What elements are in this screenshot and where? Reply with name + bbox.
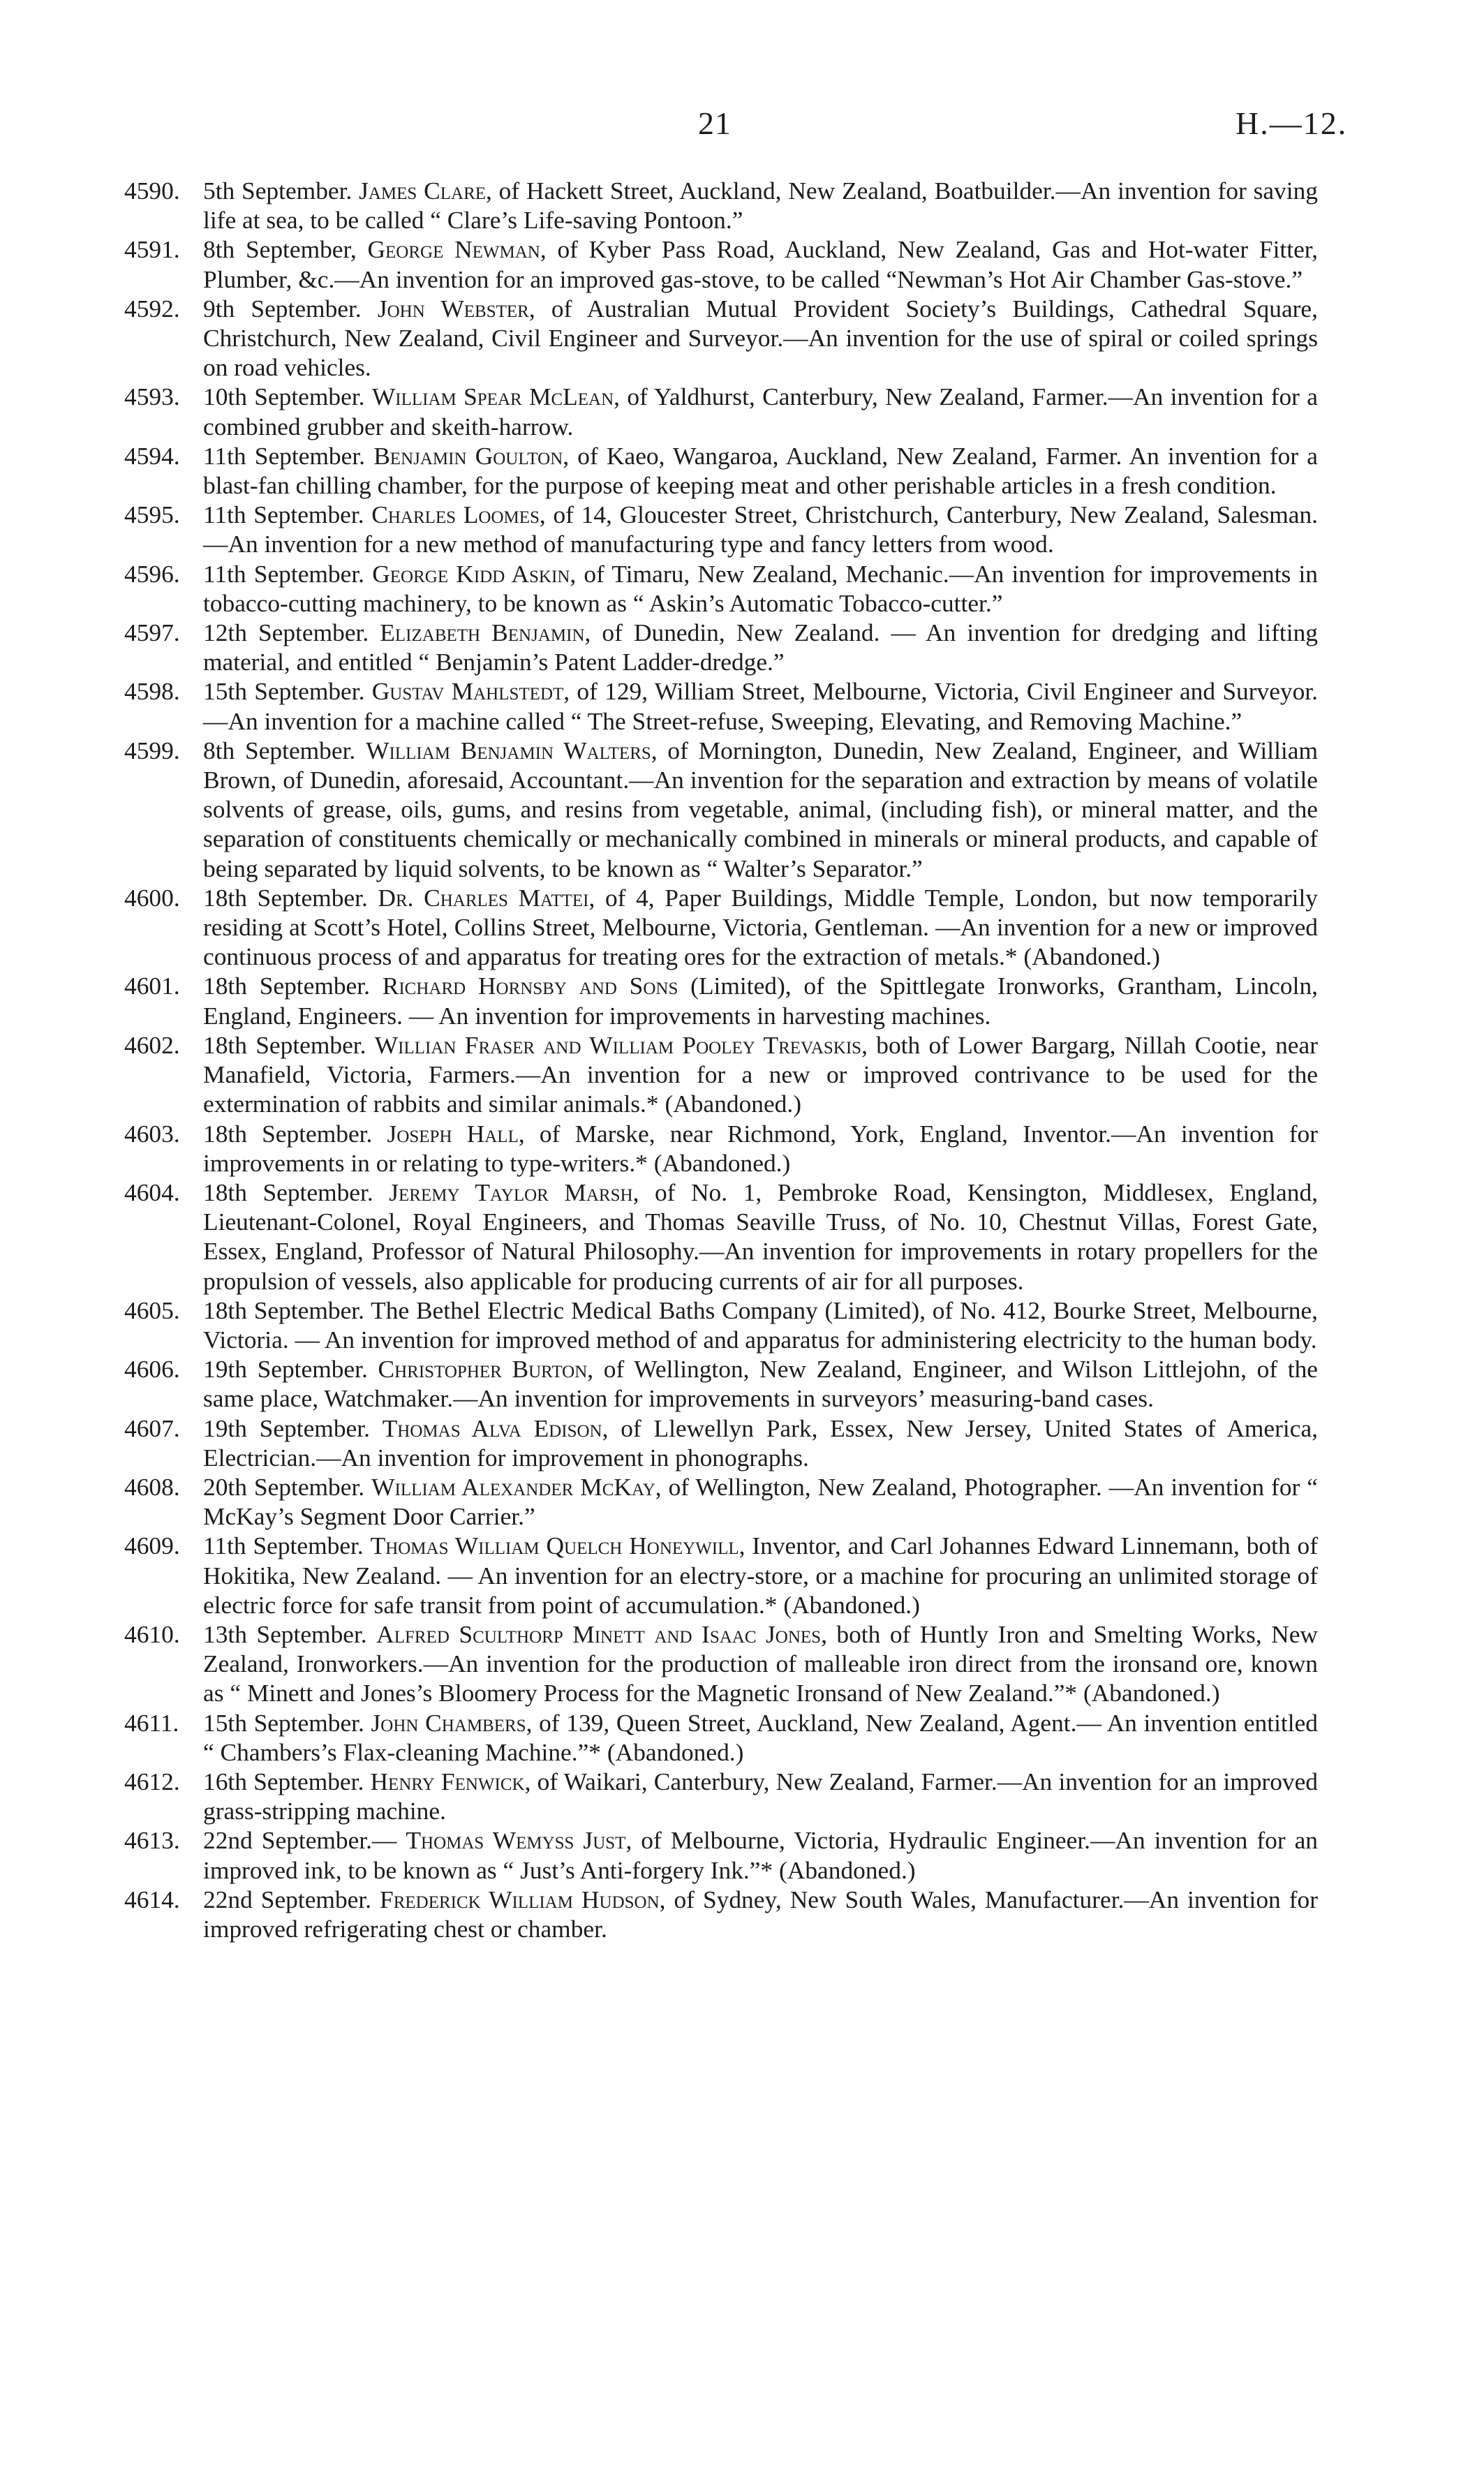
entry-description: , of Australian Mutual Provident Society’s Buildings, Cathedral Square, Christchurch, New Zealand, Civil Engineer and Surveyor.—An invention for the use of spiral or coiled springs on road vehicles. bbox=[203, 294, 1318, 382]
entry-description: , of Kyber Pass Road, Auckland, New Zealand, Gas and Hot-water Fitter, Plumber, &c.—An invention for an improved gas-stove, to be called “Newman’s Hot Air Chamber Gas-stove.” bbox=[203, 235, 1318, 293]
entry-body bbox=[203, 676, 1318, 735]
entry-body bbox=[203, 1825, 1318, 1884]
entry-description: , of Mornington, Dunedin, New Zealand, Engineer, and William Brown, of Dunedin, aforesaid, Accountant.—An invention for the separation and extraction by means of volatile solvents of grease, oils, gums, and resins from vegetable, animal, (including fish), or mineral matter, and the separation of constituents chemically or mechanically combined in minerals or mineral products, and capable of being separated by liquid solvents, to be known as “ Walter’s Separator.” bbox=[203, 736, 1318, 882]
entry-body bbox=[203, 1531, 1318, 1620]
patent-entry-list bbox=[124, 176, 1318, 1943]
entry-applicant: Alfred Sculthorp Minett and Isaac Jones bbox=[376, 1620, 822, 1648]
entry-applicant: Charles Loomes bbox=[371, 501, 540, 529]
entry-number: 4603. bbox=[124, 1119, 180, 1148]
patent-entry bbox=[124, 1825, 1318, 1884]
entry-date: 11th September. bbox=[203, 1532, 371, 1560]
entry-description: , of Sydney, New South Wales, Manufacturer.—An invention for improved refrigerating chest or chamber. bbox=[203, 1885, 1318, 1943]
entry-body bbox=[203, 176, 1318, 235]
entry-date: 19th September. bbox=[203, 1414, 383, 1442]
entry-number: 4609. bbox=[124, 1532, 180, 1560]
entry-date: 18th September. bbox=[203, 1178, 389, 1206]
entry-applicant: Gustav Mahlstedt bbox=[371, 677, 564, 706]
entry-applicant: Frederick William Hudson bbox=[380, 1885, 660, 1913]
entry-date: 9th September. bbox=[203, 294, 378, 323]
entry-number: 4606. bbox=[124, 1355, 180, 1384]
entry-body bbox=[203, 883, 1318, 972]
entry-date: 8th September, bbox=[203, 235, 368, 264]
entry-description: , of Wellington, New Zealand, Photographer. —An invention for “ McKay’s Segment Door Carrier.” bbox=[203, 1472, 1318, 1531]
entry-date: 18th September. bbox=[203, 1030, 375, 1059]
entry-description: , of Marske, near Richmond, York, England, Inventor.—An invention for improvements in or relating to type-writers.* (Abandoned.) bbox=[203, 1119, 1318, 1177]
patent-entry bbox=[124, 382, 1318, 440]
entry-applicant: Richard Hornsby and Sons bbox=[382, 972, 678, 1000]
entry-body bbox=[203, 736, 1318, 883]
entry-date: 22nd September.— bbox=[203, 1826, 406, 1855]
entry-description: , of Llewellyn Park, Essex, New Jersey, United States of America, Electrician.—An invention for improvement in phonographs. bbox=[203, 1414, 1319, 1472]
entry-number: 4597. bbox=[124, 618, 180, 647]
entry-date: 15th September. bbox=[203, 677, 372, 706]
entry-body bbox=[203, 1885, 1318, 1943]
patent-entry bbox=[124, 883, 1318, 972]
entry-number: 4592. bbox=[124, 294, 180, 323]
entry-number: 4593. bbox=[124, 383, 180, 411]
entry-body bbox=[203, 1178, 1318, 1296]
entry-number: 4611. bbox=[124, 1708, 179, 1737]
entry-date: 19th September. bbox=[203, 1355, 378, 1384]
entry-body bbox=[203, 294, 1318, 383]
entry-number: 4608. bbox=[124, 1472, 180, 1501]
entry-number: 4604. bbox=[124, 1178, 180, 1206]
patent-entry bbox=[124, 1472, 1318, 1531]
entry-description: , of Wellington, New Zealand, Engineer, and Wilson Littlejohn, of the same place, Watchmaker.—An invention for improvements in surveyors’ measuring-band cases. bbox=[203, 1355, 1318, 1413]
entry-date: 15th September. bbox=[203, 1708, 371, 1737]
entry-description: The Bethel Electric Medical Baths Company (Limited), of No. 412, Bourke Street, Melbourne, Victoria. — An invention for improved method of and apparatus for administering electricity to the human body. bbox=[203, 1296, 1319, 1354]
entry-applicant: Thomas William Quelch Honeywill bbox=[370, 1532, 739, 1560]
entry-body bbox=[203, 971, 1318, 1030]
entry-description: , of Melbourne, Victoria, Hydraulic Engineer.—An invention for an improved ink, to be known as “ Just’s Anti-forgery Ink.”* (Abandoned.) bbox=[203, 1826, 1318, 1884]
entry-description: , Inventor, and Carl Johannes Edward Linnemann, both of Hokitika, New Zealand. — An invention for an electry-store, or a machine for procuring an unlimited storage of electric force for safe transit from point of accumulation.* (Abandoned.) bbox=[203, 1532, 1318, 1619]
patent-entry bbox=[124, 618, 1318, 676]
entry-number: 4612. bbox=[124, 1767, 180, 1795]
patent-entry bbox=[124, 235, 1318, 293]
entry-date: 13th September. bbox=[203, 1620, 377, 1648]
patent-entry bbox=[124, 1767, 1318, 1825]
entry-number: 4602. bbox=[124, 1030, 180, 1059]
entry-applicant: John Chambers bbox=[371, 1708, 526, 1737]
patent-entry bbox=[124, 1296, 1318, 1354]
entry-applicant: Dr. Charles Mattei bbox=[378, 883, 589, 912]
patent-entry bbox=[124, 294, 1318, 383]
entry-description: , both of Huntly Iron and Smelting Works, New Zealand, Ironworkers.—An invention for the production of malleable iron direct from the ironsand ore, known as “ Minett and Jones’s Bloomery Process for the Magnetic Ironsand of New Zealand.”* (Abandoned.) bbox=[203, 1620, 1318, 1707]
entry-number: 4607. bbox=[124, 1414, 180, 1442]
entry-applicant: Benjamin Goulton bbox=[373, 441, 563, 470]
entry-body bbox=[203, 441, 1318, 500]
patent-entry bbox=[124, 676, 1318, 735]
entry-body bbox=[203, 1119, 1318, 1178]
entry-date: 18th September. bbox=[203, 972, 383, 1000]
entry-body bbox=[203, 1708, 1318, 1767]
patent-entry bbox=[124, 1178, 1318, 1296]
entry-body bbox=[203, 1296, 1318, 1354]
entry-number: 4596. bbox=[124, 559, 180, 588]
entry-number: 4590. bbox=[124, 177, 180, 205]
entry-applicant: Elizabeth Benjamin bbox=[380, 618, 585, 647]
entry-date: 18th September. bbox=[203, 883, 378, 912]
entry-applicant: George Kidd Askin bbox=[372, 559, 570, 588]
entry-body bbox=[203, 559, 1318, 618]
patent-entry bbox=[124, 1620, 1318, 1708]
entry-date: 11th September. bbox=[203, 559, 373, 588]
patent-entry bbox=[124, 441, 1318, 500]
entry-date: 18th September. bbox=[203, 1119, 387, 1148]
patent-entry bbox=[124, 1354, 1318, 1413]
patent-entry bbox=[124, 1885, 1318, 1943]
entry-number: 4610. bbox=[124, 1620, 180, 1648]
entry-applicant: Thomas Wemyss Just bbox=[406, 1826, 626, 1855]
patent-entry bbox=[124, 1708, 1318, 1767]
entry-date: 8th September. bbox=[203, 736, 366, 764]
entry-number: 4601. bbox=[124, 972, 180, 1000]
patent-entry bbox=[124, 736, 1318, 883]
entry-date: 10th September. bbox=[203, 383, 372, 411]
entry-description: (Limited), of the Spittlegate Ironworks, Grantham, Lincoln, England, Engineers. — An invention for improvements in harvesting machines. bbox=[203, 972, 1319, 1030]
entry-body bbox=[203, 1030, 1318, 1119]
entry-body bbox=[203, 500, 1318, 558]
entry-applicant: Thomas Alva Edison bbox=[382, 1414, 602, 1442]
entry-number: 4614. bbox=[124, 1885, 180, 1913]
entry-description: , of Timaru, New Zealand, Mechanic.—An invention for improvements in tobacco-cutting machinery, to be known as “ Askin’s Automatic Tobacco-cutter.” bbox=[203, 559, 1318, 617]
entry-description: , both of Lower Bargarg, Nillah Cootie, near Manafield, Victoria, Farmers.—An invention for a new or improved contrivance to be used for the extermination of rabbits and similar animals.* (Abandoned.) bbox=[203, 1030, 1318, 1118]
entry-applicant: William Benjamin Walters bbox=[366, 736, 651, 764]
patent-entry bbox=[124, 971, 1318, 1030]
patent-entry bbox=[124, 559, 1318, 618]
patent-entry bbox=[124, 176, 1318, 235]
entry-body bbox=[203, 1354, 1318, 1413]
entry-description: , of Hackett Street, Auckland, New Zealand, Boatbuilder.—An invention for saving life at sea, to be called “ Clare’s Life-saving Pontoon.” bbox=[203, 177, 1318, 235]
entry-body bbox=[203, 382, 1318, 440]
entry-date: 12th September. bbox=[203, 618, 380, 647]
entry-date: 5th September. bbox=[203, 177, 359, 205]
entry-number: 4595. bbox=[124, 501, 180, 529]
entry-description: , of Dunedin, New Zealand. — An invention for dredging and lifting material, and entitled “ Benjamin’s Patent Ladder-dredge.” bbox=[203, 618, 1318, 676]
entry-number: 4594. bbox=[124, 441, 180, 470]
entry-applicant: James Clare bbox=[359, 177, 487, 205]
entry-number: 4613. bbox=[124, 1826, 180, 1855]
entry-date: 22nd September. bbox=[203, 1885, 380, 1913]
entry-description: , of Yaldhurst, Canterbury, New Zealand, Farmer.—An invention for a combined grubber and skeith-harrow. bbox=[203, 383, 1318, 440]
entry-date: 16th September. bbox=[203, 1767, 371, 1795]
entry-number: 4600. bbox=[124, 883, 180, 912]
entry-body bbox=[203, 1620, 1318, 1708]
entry-number: 4591. bbox=[124, 235, 180, 264]
page-number: 21 bbox=[698, 105, 732, 141]
entry-applicant: William Alexander McKay bbox=[371, 1472, 655, 1501]
entry-description: , of 14, Gloucester Street, Christchurch, Canterbury, New Zealand, Salesman.—An invention for a new method of manufacturing type and fancy letters from wood. bbox=[203, 501, 1318, 558]
entry-description: , of 4, Paper Buildings, Middle Temple, London, but now temporarily residing at Scott’s Hotel, Collins Street, Melbourne, Victoria, Gentleman. —An invention for a new or improved continuous process of and apparatus for treating ores for the extraction of metals.* (Abandoned.) bbox=[203, 883, 1318, 971]
entry-applicant: Joseph Hall bbox=[387, 1119, 519, 1148]
entry-date: 11th September. bbox=[203, 441, 374, 470]
entry-date: 11th September. bbox=[203, 501, 372, 529]
document-reference: H.—12. bbox=[1236, 105, 1348, 141]
entry-number: 4599. bbox=[124, 736, 180, 764]
patent-entry bbox=[124, 1030, 1318, 1119]
entry-date: 18th September. bbox=[203, 1296, 371, 1324]
entry-applicant: Christopher Burton bbox=[378, 1355, 588, 1384]
entry-applicant: John Webster bbox=[377, 294, 529, 323]
entry-body bbox=[203, 235, 1318, 293]
patent-entry bbox=[124, 1119, 1318, 1178]
entry-description: , of 129, William Street, Melbourne, Victoria, Civil Engineer and Surveyor.—An invention for a machine called “ The Street-refuse, Sweeping, Elevating, and Removing Machine.” bbox=[203, 677, 1318, 735]
entry-description: , of No. 1, Pembroke Road, Kensington, Middlesex, England, Lieutenant-Colonel, Royal Engineers, and Thomas Seaville Truss, of No. 10, Chestnut Villas, Forest Gate, Essex, England, Professor of Natural Philosophy.—An invention for improvements in rotary propellers for the propulsion of vessels, also applicable for producing currents of air for all purposes. bbox=[203, 1178, 1318, 1295]
entry-description: , of Kaeo, Wangaroa, Auckland, New Zealand, Farmer. An invention for a blast-fan chilling chamber, for the purpose of keeping meat and other perishable articles in a fresh condition. bbox=[203, 441, 1318, 500]
entry-date: 20th September. bbox=[203, 1472, 372, 1501]
entry-body bbox=[203, 1472, 1318, 1531]
entry-applicant: Willian Fraser and William Pooley Trevaskis bbox=[374, 1030, 862, 1059]
entry-body bbox=[203, 1767, 1318, 1825]
entry-body bbox=[203, 618, 1318, 676]
patent-entry bbox=[124, 500, 1318, 558]
entry-applicant: Jeremy Taylor Marsh bbox=[389, 1178, 633, 1206]
entry-applicant: George Newman bbox=[367, 235, 540, 264]
entry-number: 4605. bbox=[124, 1296, 180, 1324]
entry-description: , of Waikari, Canterbury, New Zealand, Farmer.—An invention for an improved grass-stripping machine. bbox=[203, 1767, 1318, 1825]
patent-entry bbox=[124, 1531, 1318, 1620]
entry-description: , of 139, Queen Street, Auckland, New Zealand, Agent.— An invention entitled “ Chambers’s Flax-cleaning Machine.”* (Abandoned.) bbox=[203, 1708, 1318, 1766]
entry-applicant: Henry Fenwick bbox=[370, 1767, 525, 1795]
entry-body bbox=[203, 1414, 1318, 1472]
entry-applicant: William Spear McLean bbox=[371, 383, 614, 411]
patent-entry bbox=[124, 1414, 1318, 1472]
entry-number: 4598. bbox=[124, 677, 180, 706]
